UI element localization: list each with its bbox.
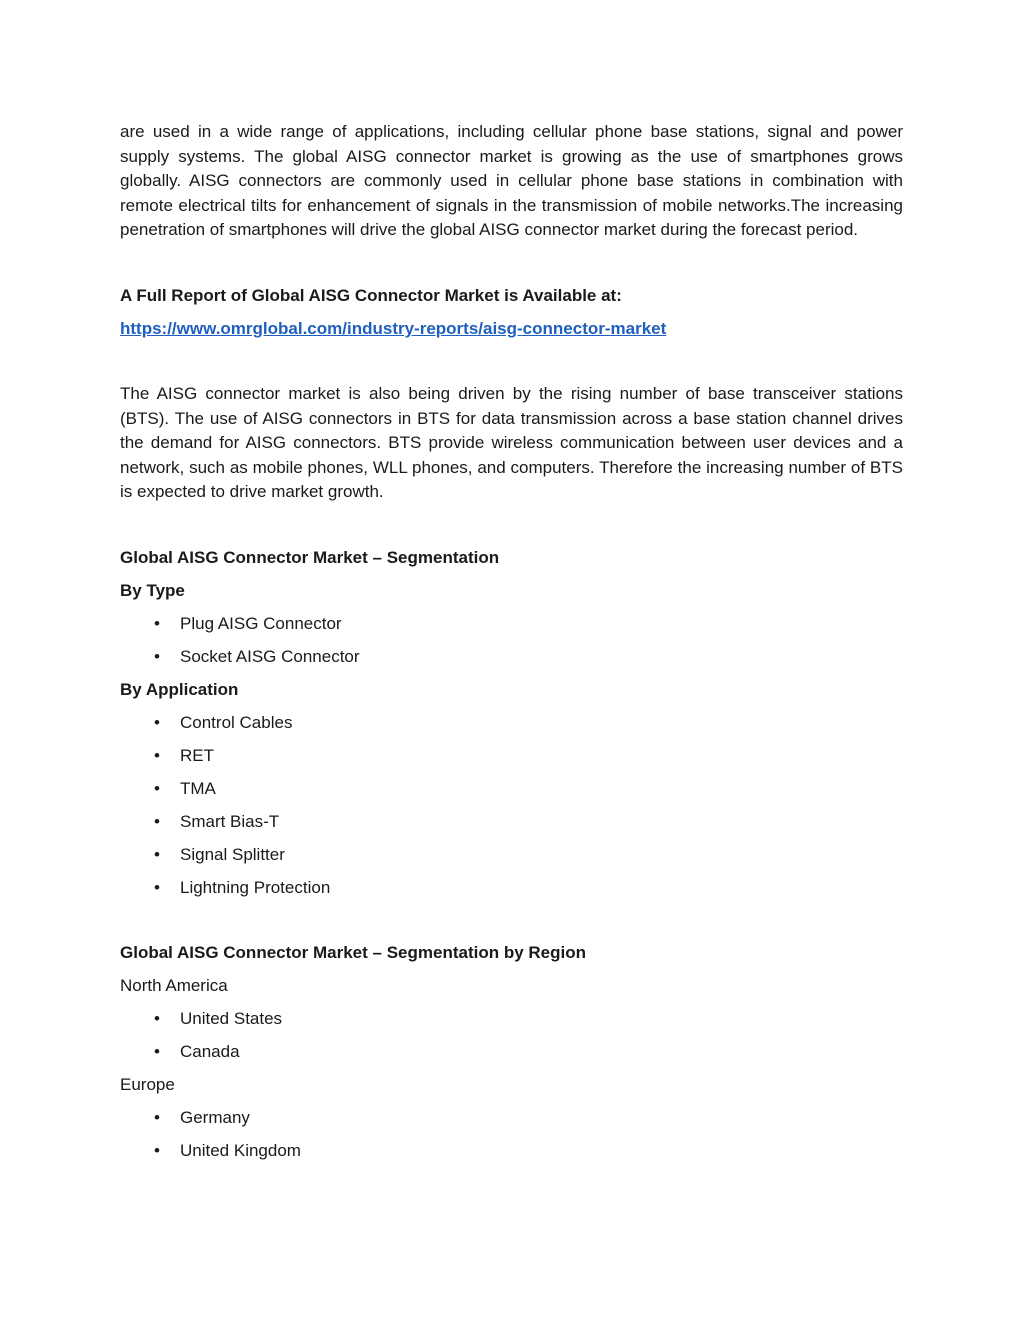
by-application-heading: By Application	[120, 679, 239, 699]
list-item-label: TMA	[180, 778, 216, 798]
bullet-icon: •	[154, 1008, 160, 1028]
list-item-label: Socket AISG Connector	[180, 646, 360, 666]
north-america-list	[120, 1007, 903, 1064]
list-item-label: United States	[180, 1008, 283, 1028]
list-item	[120, 777, 903, 801]
europe-heading: Europe	[120, 1074, 175, 1094]
report-heading: A Full Report of Global AISG Connector Market is Available at:	[120, 285, 622, 305]
list-item	[120, 711, 903, 735]
bullet-icon: •	[154, 646, 160, 666]
bullet-icon: •	[154, 877, 160, 897]
bullet-icon: •	[154, 1041, 160, 1061]
intro-paragraph: are used in a wide range of applications, including cellular phone base stations, signal and power supply systems. The global AISG connector market is growing as the use of smartphones grows globally. AISG connectors are commonly used in cellular phone base stations in combination with remote electrical tilts for enhancement of signals in the transmission of mobile networks.The increasing penetration of smartphones will drive the global AISG connector market during the forecast period.	[120, 122, 903, 240]
segmentation-heading: Global AISG Connector Market – Segmentation	[120, 547, 500, 567]
list-item-label: Plug AISG Connector	[180, 613, 342, 633]
list-item	[120, 810, 903, 834]
list-item	[120, 1139, 903, 1163]
region-heading: Global AISG Connector Market – Segmentation by Region	[120, 942, 586, 962]
list-item	[120, 645, 903, 669]
document-page	[120, 120, 903, 1163]
bullet-icon: •	[154, 712, 160, 732]
list-item-label: Germany	[180, 1107, 250, 1127]
bullet-icon: •	[154, 745, 160, 765]
bullet-icon: •	[154, 811, 160, 831]
by-application-list	[120, 711, 903, 900]
list-item-label: Signal Splitter	[180, 844, 285, 864]
list-item-label: Lightning Protection	[180, 877, 331, 897]
list-item-label: United Kingdom	[180, 1140, 301, 1160]
list-item	[120, 1007, 903, 1031]
bullet-icon: •	[154, 778, 160, 798]
europe-list	[120, 1106, 903, 1163]
north-america-heading: North America	[120, 975, 228, 995]
report-link[interactable]: https://www.omrglobal.com/industry-reports/aisg-connector-market	[120, 318, 667, 338]
bts-paragraph: The AISG connector market is also being driven by the rising number of base transceiver stations (BTS). The use of AISG connectors in BTS for data transmission across a base station channel drives the demand for AISG connectors. BTS provide wireless communication between user devices and a network, such as mobile phones, WLL phones, and computers. Therefore the increasing number of BTS is expected to drive market growth.	[120, 383, 903, 502]
list-item	[120, 843, 903, 867]
bullet-icon: •	[154, 844, 160, 864]
list-item	[120, 612, 903, 636]
by-type-heading: By Type	[120, 580, 185, 600]
bullet-icon: •	[154, 613, 160, 633]
by-type-list	[120, 612, 903, 669]
list-item	[120, 1040, 903, 1064]
list-item	[120, 876, 903, 900]
list-item-label: Control Cables	[180, 712, 293, 732]
list-item-label: RET	[180, 745, 214, 765]
list-item	[120, 744, 903, 768]
bullet-icon: •	[154, 1140, 160, 1160]
list-item-label: Smart Bias-T	[180, 811, 280, 831]
bullet-icon: •	[154, 1107, 160, 1127]
list-item-label: Canada	[180, 1041, 240, 1061]
list-item	[120, 1106, 903, 1130]
